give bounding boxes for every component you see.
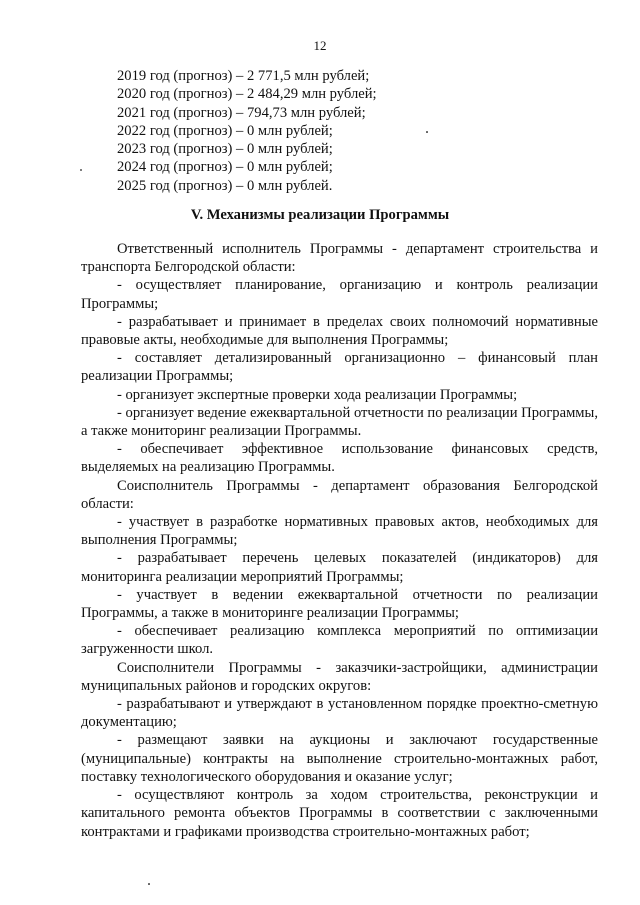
section-heading: V. Механизмы реализации Программы [190, 207, 450, 223]
budget-line: 2024 год (прогноз) – 0 млн рублей; [117, 159, 333, 176]
scan-speck [426, 131, 428, 133]
paragraph: - осуществляет планирование, организацию и контроль реализации Программы; [81, 277, 598, 312]
paragraph: - обеспечивает эффективное использование финансовых средств, выделяемых на реализацию Программы. [81, 441, 598, 476]
budget-line: 2021 год (прогноз) – 794,73 млн рублей; [117, 104, 366, 121]
scan-speck [148, 883, 150, 885]
paragraph: Соисполнители Программы - заказчики-застройщики, администрации муниципальных районов и городских округов: [81, 659, 598, 694]
paragraph: Соисполнитель Программы - департамент образования Белгородской области: [81, 477, 598, 512]
paragraph: - организует экспертные проверки хода реализации Программы; [117, 386, 518, 403]
paragraph: - составляет детализированный организационно – финансовый план реализации Программы; [81, 350, 598, 385]
paragraph: - участвует в ведении ежеквартальной отчетности по реализации Программы, а также в мониторинге реализации Программы; [81, 586, 598, 622]
budget-forecast-list [117, 67, 377, 195]
paragraph: - размещают заявки на аукционы и заключают государственные (муниципальные) контракты на выполнение строительно-монтажных работ, поставку технологического оборудования и оказание услуг; [81, 732, 598, 785]
page-number: 12 [313, 38, 327, 53]
section-body [81, 240, 598, 841]
paragraph: - осуществляют контроль за ходом строительства, реконструкции и капитального ремонта объектов Программы в соответствии с заключенными контрактами и графиками производства строительно-монтажных работ; [81, 787, 598, 840]
budget-line: 2022 год (прогноз) – 0 млн рублей; [117, 122, 333, 139]
budget-line: 2023 год (прогноз) – 0 млн рублей; [117, 141, 333, 158]
budget-line: 2020 год (прогноз) – 2 484,29 млн рублей; [117, 86, 377, 103]
budget-line: 2025 год (прогноз) – 0 млн рублей. [117, 177, 333, 194]
paragraph: - организует ведение ежеквартальной отчетности по реализации Программы, а также мониторинг реализации Программы. [81, 404, 598, 440]
paragraph: - разрабатывает перечень целевых показателей (индикаторов) для мониторинга реализации мероприятий Программы; [81, 550, 598, 585]
paragraph: - участвует в разработке нормативных правовых актов, необходимых для выполнения Программы; [81, 514, 598, 549]
scan-speck [80, 169, 82, 171]
paragraph: - обеспечивает реализацию комплекса мероприятий по оптимизации загруженности школ. [81, 623, 598, 658]
paragraph: - разрабатывают и утверждают в установленном порядке проектно-сметную документацию; [81, 696, 598, 731]
paragraph: Ответственный исполнитель Программы - департамент строительства и транспорта Белгородской области: [81, 241, 598, 276]
paragraph: - разрабатывает и принимает в пределах своих полномочий нормативные правовые акты, необходимые для выполнения Программы; [81, 313, 598, 349]
budget-line: 2019 год (прогноз) – 2 771,5 млн рублей; [117, 68, 370, 84]
